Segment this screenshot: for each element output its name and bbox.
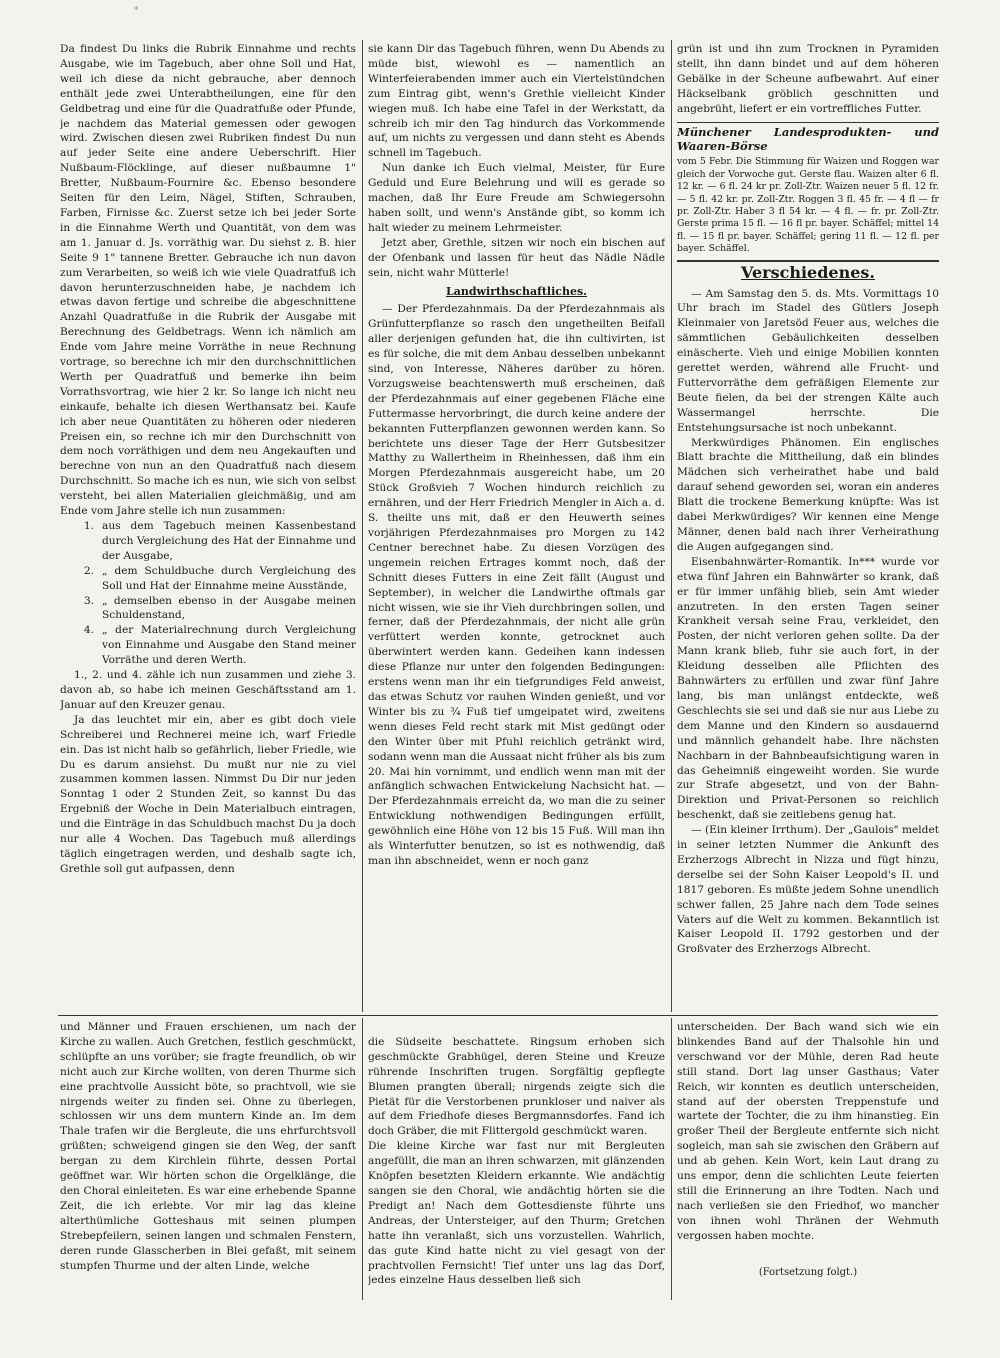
top-column-2 (368, 42, 665, 1012)
story-text-1: und Männer und Frauen erschienen, um nach der Kirche zu wallen. Auch Gretchen, festlich geschmückt, schlüpfte an uns vorüber; sie fragte freundlich, ob wir nicht auch zur Kirche wollten, von deren Thurme sich eine prachtvolle Aussicht böte, so prachtvoll, wie sie nirgends weiter zu finden sei. Ohne zu überlegen, schlossen wir uns dem muntern Kinde an. Im dem Thale trafen wir die Bergleute, die uns ehrfurchtsvoll grüßten; schweigend gingen sie den Weg, der sanft bergan zu dem Kirchlein führte, dessen Portal geöffnet war. Wir hörten schon die Orgelklänge, die den Choral einleiteten. Es war eine erhebende Spanne Zeit, die ich erlebte. Vor mir lag das kleine alterthümliche Gotteshaus mit seinen plumpen Strebepfeilern, seinen langen und schmalen Fenstern, deren runde Glasscherben in Blei gefaßt, mit seinem stumpfen Thurme und der alten Linde, welche (60, 1021, 356, 1272)
bottom-column-2 (368, 1020, 665, 1300)
maize-article: — Der Pferdezahnmais. Da der Pferdezahnmais als Grünfutterpflanze so rasch den ungetheilten Beifall aller derjenigen gefunden hat, die ihn cultivirten, ist es für solche, die mit dem Anbau desselben unbekannt sind, von Interesse, Näheres darüber zu hören. Vorzugsweise beachtenswerth muß erscheinen, daß der Pferdezahnmais auf einer gegebenen Fläche eine Futtermasse hervorbringt, die durch keine andere der bekannten Futterpflanzen gewonnen werden kann. So berichtete uns dieser Tage der Herr Gutsbesitzer Matthy zu Wallertheim in Rheinhessen, daß ihm ein Morgen Pferdezahnmais ausgereicht habe, um 20 Stück Großvieh 7 Wochen hindurch reichlich zu ernähren, und der Herr Friedrich Mengler in Aich a. d. S. theilte uns mit, daß er den Heuwerth seines vorjährigen Pferdezahnmaises pro Morgen zu 142 Centner berechnet habe. Zu diesen Vorzügen des ungemein reichen Ertrages kommt noch, daß der Schnitt dieses Futters in eine Zeit fällt (August und September), in welcher die Landwirthe oftmals gar nicht wissen, wie sie ihr Vieh durchbringen sollen, und ferner, daß der Pferdezahnmais, der nicht alle grün verfüttert werden konnte, getrocknet auch überwintert werden kann. Gedeihen kann indessen diese Pflanze nur unter den folgenden Bedingungen: erstens wenn man ihr ein tiefgrundiges Feld anweist, das etwas Schutz vor rauhen Winden genießt, und vor Winter bis zu ¾ Fuß tief umgeipatet wird, zweitens wenn dieses Feld recht stark mit Mist gedüngt oder den Winter über mit Pfuhl reichlich getränkt wird, sodann wenn man die Aussaat nicht früher als bis zum 20. Mai hin vornimmt, und endlich wenn man mit der anfänglich schwachen Entwickelung Nachsicht hat. — Der Pferdezahnmais erreicht da, wo man die zu seiner Entwicklung nothwendigen Bedingungen erfüllt, gewöhnlich eine Höhe von 12 bis 15 Fuß. Will man ihn als Winterfutter benutzen, so ist es nothwendig, daß man ihn abschneidet, wenn er noch ganz (368, 303, 665, 867)
bottom-column-1 (60, 1020, 356, 1300)
bookkeeping-paragraph-3: Ja das leuchtet mir ein, aber es gibt doch viele Schreiberei und Rechnerei meine ich, warf Friedle ein. Das ist nicht halb so gefährlich, lieber Friedle, wie Du es darum ansiehst. Du mußt nur nie zu viel zusammen kommen lassen. Nimmst Du Dir nur jeden Sonntag 1 oder 2 Stunden Zeit, so kannst Du das Ergebniß der Woche in Dein Materialbuch eintragen, und die Einträge in das Schuldbuch machst Du ja doch nur alle 4 Wochen. Das Tagebuch muß allerdings täglich eingetragen werden, und deshalb sagte ich, Grethle soll gut aufpassen, denn (60, 713, 356, 875)
list-item: 2. „ dem Schuldbuche durch Vergleichung des Soll und Hat der Einnahme meine Ausstände, (83, 564, 356, 592)
maize-article-continued: grün ist und ihn zum Trocknen in Pyramiden stellt, ihn dann bindet und auf dem höheren Gebälke in der Scheune aufbewahrt. Auf einer Häckselbank gröblich geschnitten und angebrüht, liefert er ein vortreffliches Futter. (677, 43, 939, 115)
summary-list (60, 519, 356, 668)
column-rule-bottom-2 (671, 1018, 672, 1300)
exchange-report: vom 5 Febr. Die Stimmung für Waizen und Roggen war gleich der Vorwoche gut. Gerste flau. Waizen alter 6 fl. 12 kr. — 6 fl. 24 kr pr. Zoll-Ztr. Waizen neuer 5 fl. 12 fr. — 5 fl. 42 kr. pr. Zoll-Ztr. Roggen 3 fl. 45 fr. — 4 fl — fr pr. Zoll-Ztr. Haber 3 fl 54 kr. — 4 fl. — fr. pr. Zoll-Ztr. Gerste prima 15 fl. — 16 fl pr. bayer. Schäffel; mittel 14 fl. — 15 fl pr. bayer. Schäffel; gering 11 fl. — 12 fl. per bayer. Schäffel. (677, 156, 939, 255)
rule (677, 260, 939, 262)
bookkeeping-paragraph-2: 1., 2. und 4. zähle ich nun zusammen und ziehe 3. davon ab, so habe ich meinen Geschäftsstand am 1. Januar auf den Kreuzer genau. (60, 669, 356, 711)
column-rule-top-1 (362, 40, 363, 1012)
dialogue-paragraph-3: Jetzt aber, Grethle, sitzen wir noch ein bischen auf der Ofenbank und lassen für heut das Nädle Nädle sein, nicht wahr Mütterle! (368, 236, 665, 279)
section-divider (58, 1015, 938, 1016)
corner-mark: ∗ (133, 4, 140, 14)
dialogue-paragraph-1: sie kann Dir das Tagebuch führen, wenn Du Abends zu müde bist, wiewohl es — namentlich an Winterfeierabenden immer auch ein Viertelstündchen zum Eintrag gibt, wenn's Grethle vielleicht Kinder wiegen muß. Ich habe eine Tafel in der Werkstatt, da schreib ich mir den Tag hindurch das Vorkommende auf, um nichts zu vergessen und dann steht es Abends schnell im Tagebuch. (368, 43, 665, 160)
list-item: 1. aus dem Tagebuch meinen Kassenbestand durch Vergleichung des Hat der Einnahme und der Ausgabe, (83, 520, 356, 562)
story-text-3: unterscheiden. Der Bach wand sich wie ein blinkendes Band auf der Thalsohle hin und verschwand vor der Mühle, deren Rad heute still stand. Dort lag unser Gasthaus; Vater Reich, wir konnten es deutlich unterscheiden, stand auf der obersten Treppenstufe und wartete der Tochter, die zu ihm hinanstieg. Ein großer Theil der Bergleute entfernte sich nicht sogleich, man sah sie zwischen den Gräbern auf und ab gehen. Kein Wort, kein Laut drang zu uns empor, denn die schlichten Leute feierten still die Erinnerung an ihre Todten. Nach und nach verließen sie den Friedhof, wo mancher von ihnen wohl Thränen der Wehmuth vergossen haben mochte. (677, 1021, 939, 1242)
continuation-note: (Fortsetzung folgt.) (758, 1266, 858, 1278)
small-error-report: — (Ein kleiner Irrthum). Der „Gaulois" meldet in seiner letzten Nummer die Ankunft des Erzherzogs Albrecht in Nizza und fügt hinzu, derselbe sei der Sohn Kaiser Leopold's II. und 1817 geboren. Es müßte jedem Sohne unendlich schwer fallen, 25 Jahre nach dem Tode seines Vaters auf die Welt zu kommen. Bekanntlich ist Kaiser Leopold II. 1792 gestorben und der Großvater des Erzherzogs Albrecht. (677, 824, 939, 956)
section-heading-agriculture: Landwirthschaftliches. (446, 284, 587, 298)
top-column-3 (677, 42, 939, 1012)
railway-romance-report: Eisenbahnwärter-Romantik. In*** wurde vor etwa fünf Jahren ein Bahnwärter so krank, daß er für immer unfähig blieb, sein Amt wieder anzutreten. In den ersten Tagen seiner Krankheit versah seine Frau, verkleidet, den Posten, der nicht verloren gehen sollte. Da der Mann krank blieb, fuhr sie auch fort, in der Kleidung desselben alle Pflichten des Bahnwärters zu erfüllen und zwar fünf Jahre lang, bis man unlängst entdeckte, weß Geschlechts sie sei und daß sie nur aus Liebe zu dem Manne und den Kindern so ausdauernd und männlich gehandelt habe. Ihre nächsten Nachbarn in der Bahnbeaufsichtigung waren in das Geheimniß eingeweiht worden. Sie wurde zur Strafe abgesetzt, und von der Bahn-Direktion und Privat-Personen so reichlich beschenkt, daß sie zeitlebens genug hat. (677, 555, 939, 822)
fire-report: — Am Samstag den 5. ds. Mts. Vormittags 10 Uhr brach im Stadel des Gütlers Joseph Kleinmaier von Jaretsöd Feuer aus, welches die sämmtlichen Gebäulichkeiten desselben einäscherte. Vieh und einige Mobilien konnten gerettet werden, während alle Frucht- und Futtervorräthe dem gefräßigen Elemente zur Beute fielen, da bei der strengen Kälte auch Wassermangel herrschte. Die Entstehungsursache ist noch unbekannt. (677, 287, 939, 434)
exchange-heading: Münchener Landesprodukten- und Waaren-Börse (677, 124, 939, 154)
rule (677, 122, 939, 123)
story-text-2: die Südseite beschattete. Ringsum erhoben sich geschmückte Grabhügel, deren Steine und Kreuze rührende Inschriften trugen. Sorgfältig gepflegte Blumen prangten überall; nirgends zeigte sich die Pietät für die Verstorbenen prunkloser und naiver als auf dem Friedhofe dieses Bergmannsdorfes. Fand ich doch Gräber, die mit Flittergold geschmückt waren. Die kleine Kirche war fast nur mit Bergleuten angefüllt, die man an ihren schwarzen, mit glänzenden Knöpfen besetzten Kleidern erkannte. Wie andächtig sangen sie den Choral, wie andächtig hörten sie die Predigt an! Nach dem Gottesdienste führte uns Andreas, der Untersteiger, auf den Thurm; Gretchen hatte ihn veranlaßt, sich uns vorzustellen. Wahrlich, das gute Kind hatte nicht zu viel gesagt von der prachtvollen Fernsicht! Tief unter uns lag das Dorf, jedes einzelne Haus desselben ließ sich (368, 1035, 665, 1287)
column-rule-top-2 (671, 40, 672, 1012)
dialogue-paragraph-2: Nun danke ich Euch vielmal, Meister, für Eure Geduld und Eure Belehrung und will es gerade so machen, daß Ihr Eure Freude am Schwiegersohn haben sollt, und wenn's Anstände gibt, so komm ich halt wieder zu meinem Lehrmeister. (368, 162, 665, 234)
bookkeeping-paragraph-1: Da findest Du links die Rubrik Einnahme und rechts Ausgabe, wie im Tagebuch, aber ohne Soll und Hat, weil ich diese da nicht gebrauche, aber dennoch enthält jede zwei Unterabtheilungen, eine für den Geldbetrag und eine für die Quadratfuße oder Pfunde, je nachdem das Material gemessen oder gewogen wird. Zwischen diesen zwei Rubriken findest Du nun auf jeder Seite eine andere Ueberschrift. Hier Nußbaum-Flöcklinge, auf dieser nußbaumne 1" Bretter, Nußbaum-Fournire &c. Ebenso besondere Seiten für den Leim, Nägel, Stiften, Schrauben, Farben, Firnisse &c. Zuerst setze ich bei jeder Sorte in die Einnahme Werth und Quantität, von dem was am 1. Januar d. Js. vorräthig war. Du siehst z. B. hier Seite 9 1" tannene Bretter. Gebrauche ich nun davon zum Verarbeiten, so weiß ich wie viele Quadratfuß ich davon herunterzuschneiden habe, je nachdem ich etwas davon fertige und schreibe die abgeschnittene Anzahl Quadratfuße in die Rubrik der Ausgabe mit Berechnung des Geldbetrags. Wenn ich nämlich am Ende vom Jahre meine Vorräthe in neue Rechnung vortrage, so berechne ich mir den durchschnittlichen Werth per Quadratfuß und bemerke ihn beim Vorrathsvortrag, wie hier 2 kr. So lange ich nicht neu einkaufe, behalte ich diesen Werthansatz bei. Kaufe ich aber neue Quantitäten zu höheren oder niederen Preisen ein, so rechne ich mir den Durchschnitt von dem noch vorräthigen und dem neu Angekauften und berechne von nun an den Quadratfuß nach diesem Durchschnitt. So mache ich es nun, wie sich von selbst versteht, bei allen Materialien gleichmäßig, und am Ende vom Jahre stelle ich nun zusammen: (60, 43, 356, 518)
top-column-1 (60, 42, 356, 1012)
section-heading-miscellaneous: Verschiedenes. (741, 262, 875, 282)
column-rule-bottom-1 (362, 1018, 363, 1300)
phenomenon-report: Merkwürdiges Phänomen. Ein englisches Blatt brachte die Mittheilung, daß ein blindes Mädchen sich verheirathet habe und bald darauf sehend geworden sei, woran ein anderes Blatt die trockene Bemerkung knüpfte: Was ist dabei Merkwürdiges? Wir kennen eine Menge Männer, denen bald nach ihrer Verheirathung die Augen aufgegangen sind. (677, 436, 939, 553)
bottom-column-3 (677, 1020, 939, 1320)
list-item: 3. „ demselben ebenso in der Ausgabe meinen Schuldenstand, (83, 594, 356, 622)
list-item: 4. „ der Materialrechnung durch Vergleichung von Einnahme und Ausgabe den Stand meiner Vorräthe und deren Werth. (83, 624, 356, 667)
